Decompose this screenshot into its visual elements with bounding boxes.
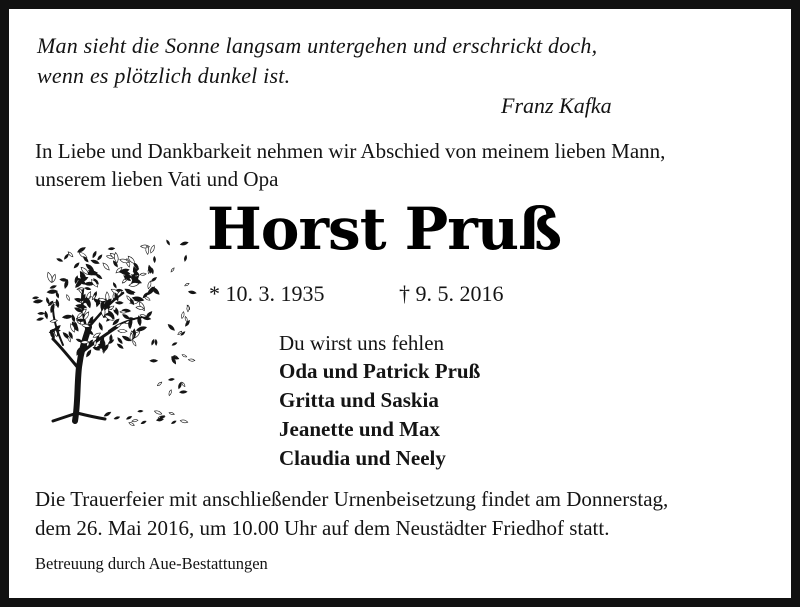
undertaker-credit: Betreuung durch Aue-Bestattungen [35,554,268,573]
windblown-tree-icon [23,227,199,433]
quote-author: Franz Kafka [501,93,612,118]
quote-line-2: wenn es plötzlich dunkel ist. [37,63,291,88]
deceased-name: Horst Pruß [207,195,562,263]
service-line-2: dem 26. Mai 2016, um 10.00 Uhr auf dem Neustädter Friedhof statt. [35,516,610,540]
intro-line-1: In Liebe und Dankbarkeit nehmen wir Abschied von meinem lieben Mann, [35,139,666,163]
mourners-intro: Du wirst uns fehlen [279,331,445,355]
intro-line-2: unserem lieben Vati und Opa [35,167,279,191]
mourner-name: Claudia und Neely [279,446,446,470]
death-date: † 9. 5. 2016 [399,281,504,306]
mourner-name: Oda und Patrick Pruß [279,359,481,383]
birth-date: * 10. 3. 1935 [209,281,325,306]
quote-line-1: Man sieht die Sonne langsam untergehen und erschrickt doch, [37,33,598,58]
service-line-1: Die Trauerfeier mit anschließender Urnenbeisetzung findet am Donnerstag, [35,487,669,511]
mourner-name: Gritta und Saskia [279,388,439,412]
mourner-name: Jeanette und Max [279,417,440,441]
